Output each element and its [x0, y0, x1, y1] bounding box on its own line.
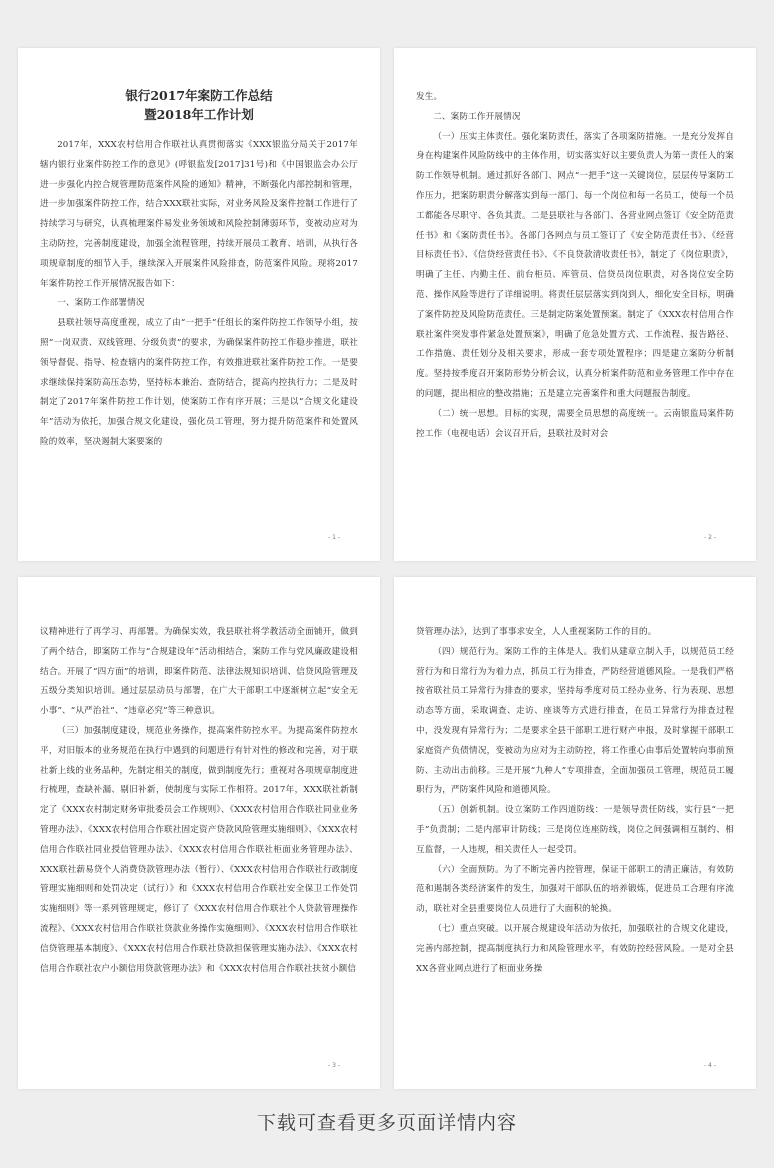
- page-number: - 1 -: [328, 534, 340, 541]
- page-4-body: [416, 623, 734, 979]
- body-paragraph: （三）加强制度建设，规范业务操作，提高案件防控水平。为提高案件防控水平，对旧版本的业务规范在执行中遇到的问题进行有针对性的修改和完善，对于联社新上线的业务品种，先制定相关的制度，做到制度先行；重视对各项规章制度进行梳理，查缺补漏、剔旧补新，使制度与实际工作相符。2017年，XXX联社新制定了《XXX农村制定财务审批委员会工作规则》、《XXX农村信用合作联社同业业务管理办法》、《XXX农村信用合作联社固定资产贷款风险管理实施细则》、《XXX农村信用合作联社同业授信管理办法》、《XXX农村信用合作联社柜面业务管理办法》、XXX联社薪易贷个人消费贷款管理办法（暂行）、《XXX农村信用合作联社行政制度管理实施细则和处罚决定（试行）》和《XXX农村信用合作联社安全保卫工作处罚实施细则》等一系列管理规定，修订了《XXX农村信用合作联社个人贷款管理操作流程》、《XXX农村信用合作联社贷款业务操作实施细则》、《XXX农村信用合作联社信贷管理基本制度》、《XXX农村信用合作联社贷款担保管理实施办法》、《XXX农村信用合作联社农户小额信用贷款管理办法》和《XXX农村信用合作联社扶贫小额信: [40, 725, 358, 974]
- document-title-line-2: 暨2018年工作计划: [144, 107, 254, 122]
- continued-text: 发生。: [416, 92, 443, 102]
- document-title-line-1: 银行2017年案防工作总结: [125, 88, 273, 103]
- page-number: - 2 -: [704, 534, 716, 541]
- continued-text: 贷管理办法》，达到了事事求安全，人人重视案防工作的目的。: [416, 627, 657, 637]
- document-page-3: [18, 577, 380, 1089]
- section-heading: 一、案防工作部署情况: [57, 298, 145, 309]
- body-paragraph: （五）创新机制。设立案防工作四道防线：一是领导责任防线，实行县“一把手”负责制；二是内部审计防线；三是岗位连座防线，岗位之间强调相互制约、相互监督，一人违规，相关责任人一起受罚。: [416, 805, 734, 855]
- page-2-body: [416, 88, 734, 444]
- document-page-1: [18, 48, 380, 561]
- document-page-4: [394, 577, 756, 1089]
- document-page-2: [394, 48, 756, 561]
- page-number: - 4 -: [704, 1062, 716, 1069]
- continued-text: 议精神进行了再学习、再部署。为确保实效，我县联社将学教活动全面铺开，做到了两个结合，即案防工作与“合规建设年”活动相结合，案防工作与党风廉政建设相结合。开展了“四方面”的培训，即案件防范、法律法规知识培训、信贷风险管理及五级分类知识培训。通过层层动员与部署，在广大干部职工中逐渐树立起“安全无小事”、“从严治社”、“违章必究”等三种意识。: [40, 627, 358, 717]
- body-paragraph: （六）全面预防。为了不断完善内控管理，保证干部职工的清正廉洁，有效防范和遏制各类经济案件的发生，加强对干部队伍的培养锻炼，促进员工合理有序流动，联社对全县重要岗位人员进行了大面积的轮换。: [416, 864, 734, 915]
- section-heading: 二、案防工作开展情况: [433, 111, 521, 122]
- page-3-body: [40, 623, 358, 979]
- body-paragraph: 县联社领导高度重视，成立了由“一把手”任组长的案件防控工作领导小组，按照“一岗双责、双线管理、分级负责”的要求，为确保案件防控工作稳步推进，联社领导督促、指导、检查辖内的案件防控工作，有效推进联社案件防控工作。一是要求继续保持案防高压态势，坚持标本兼治、查防结合，提高内控执行力；二是及时制定了2017年案件防控工作计划，使案防工作有序开展；三是以“合规文化建设年”活动为依托，加强合规文化建设，强化员工管理，努力提升防范案件和处置风险的效率，坚决遏制大案要案的: [40, 318, 358, 447]
- page-number: - 3 -: [328, 1062, 340, 1069]
- body-paragraph: （二）统一思想。目标的实现，需要全员思想的高度统一。云南银监局案件防控工作（电视电话）会议召开后，县联社及时对会: [416, 408, 734, 439]
- body-paragraph: （七）重点突破。以开展合规建设年活动为依托，加强联社的合规文化建设，完善内部控制，提高制度执行力和风险管理水平，有效防控经营风险。一是对全县XX各营业网点进行了柜面业务操: [416, 923, 734, 974]
- intro-paragraph: 2017年，XXX农村信用合作联社认真贯彻落实《XXX银监分局关于2017年辖内银行业案件防控工作的意见》(呼银监发[2017]31号)和《中国银监会办公厅进一步强化内控合规管理防范案件风险的通知》精神，不断强化内部控制和管理，进一步加强案件防控工作，结合XXX联社实际，对业务风险及案件控制工作进行了持续学习与研究，认真梳理案件易发业务领域和风险控制薄弱环节，变被动应对为主动防控，完善制度建设，加强全流程管理，持续开展员工教育、培训，从执行各项规章制度的细节入手，继续深入开展案件风险排查，防范案件风险。现将2017年案件防控工作开展情况报告如下：: [40, 140, 358, 289]
- download-more-banner[interactable]: 下载可查看更多页面详情内容: [256, 1112, 517, 1134]
- page-1-body: [40, 136, 358, 453]
- body-paragraph: （一）压实主体责任。强化案防责任，落实了各项案防措施。一是充分发挥自身在构建案件风险防线中的主体作用，切实落实好以主要负责人为第一责任人的案防工作领导机制。通过抓好各部门、网点“一把手”这一关键岗位，层层传导案防工作压力，把案防职责分解落实到每一部门、每一个岗位和每一名员工，使每一个员工都能各尽职守、各负其责。二是县联社与各部门、各营业网点签订《安全防范责任书》和《案防责任书》。各部门各网点与员工签订了《安全防范责任书》、《经营目标责任书》、《信贷经营责任书》、《不良贷款清收责任书》，制定了《岗位职责》，明确了主任、内勤主任、前台柜员、库管员、信贷员岗位职责，对各岗位安全防范、操作风险等进行了详细说明。将责任层层落实到岗到人，细化安全目标，明确了案件防控及风险防范责任。三是制定防案处置预案。制定了《XXX农村信用合作联社案件突发事件紧急处置预案》，明确了危急处置方式、工作流程、报告路径、工作措施、责任划分及相关要求，形成一套专项处置程序；四是建立案防分析制度。坚持按季度召开案防形势分析会议，认真分析案件防范和业务管理工作中存在的问题，提出相应的整改措施；五是建立完善案件和重大问题报告制度。: [416, 131, 734, 399]
- body-paragraph: （四）规范行为。案防工作的主体是人。我们从建章立制入手，以规范员工经营行为和日常行为为着力点，抓员工行为排查，严防经营道德风险。一是我们严格按省联社员工异常行为排查的要求，坚持每季度对员工经办业务、行为表现、思想动态等方面，采取调查、走访、座谈等方式进行排查，在员工异常行为排查过程中，没发现有异常行为；二是要求全县干部职工进行财产申报，及时掌握干部职工家庭资产负债情况，变被动为应对为主动防控，将工作重心由事后处置转向事前预防、主动出击前移。三是开展“九种人”专项排查，全面加强员工管理，规范员工履职行为，严防案件风险和道德风险。: [416, 646, 734, 796]
